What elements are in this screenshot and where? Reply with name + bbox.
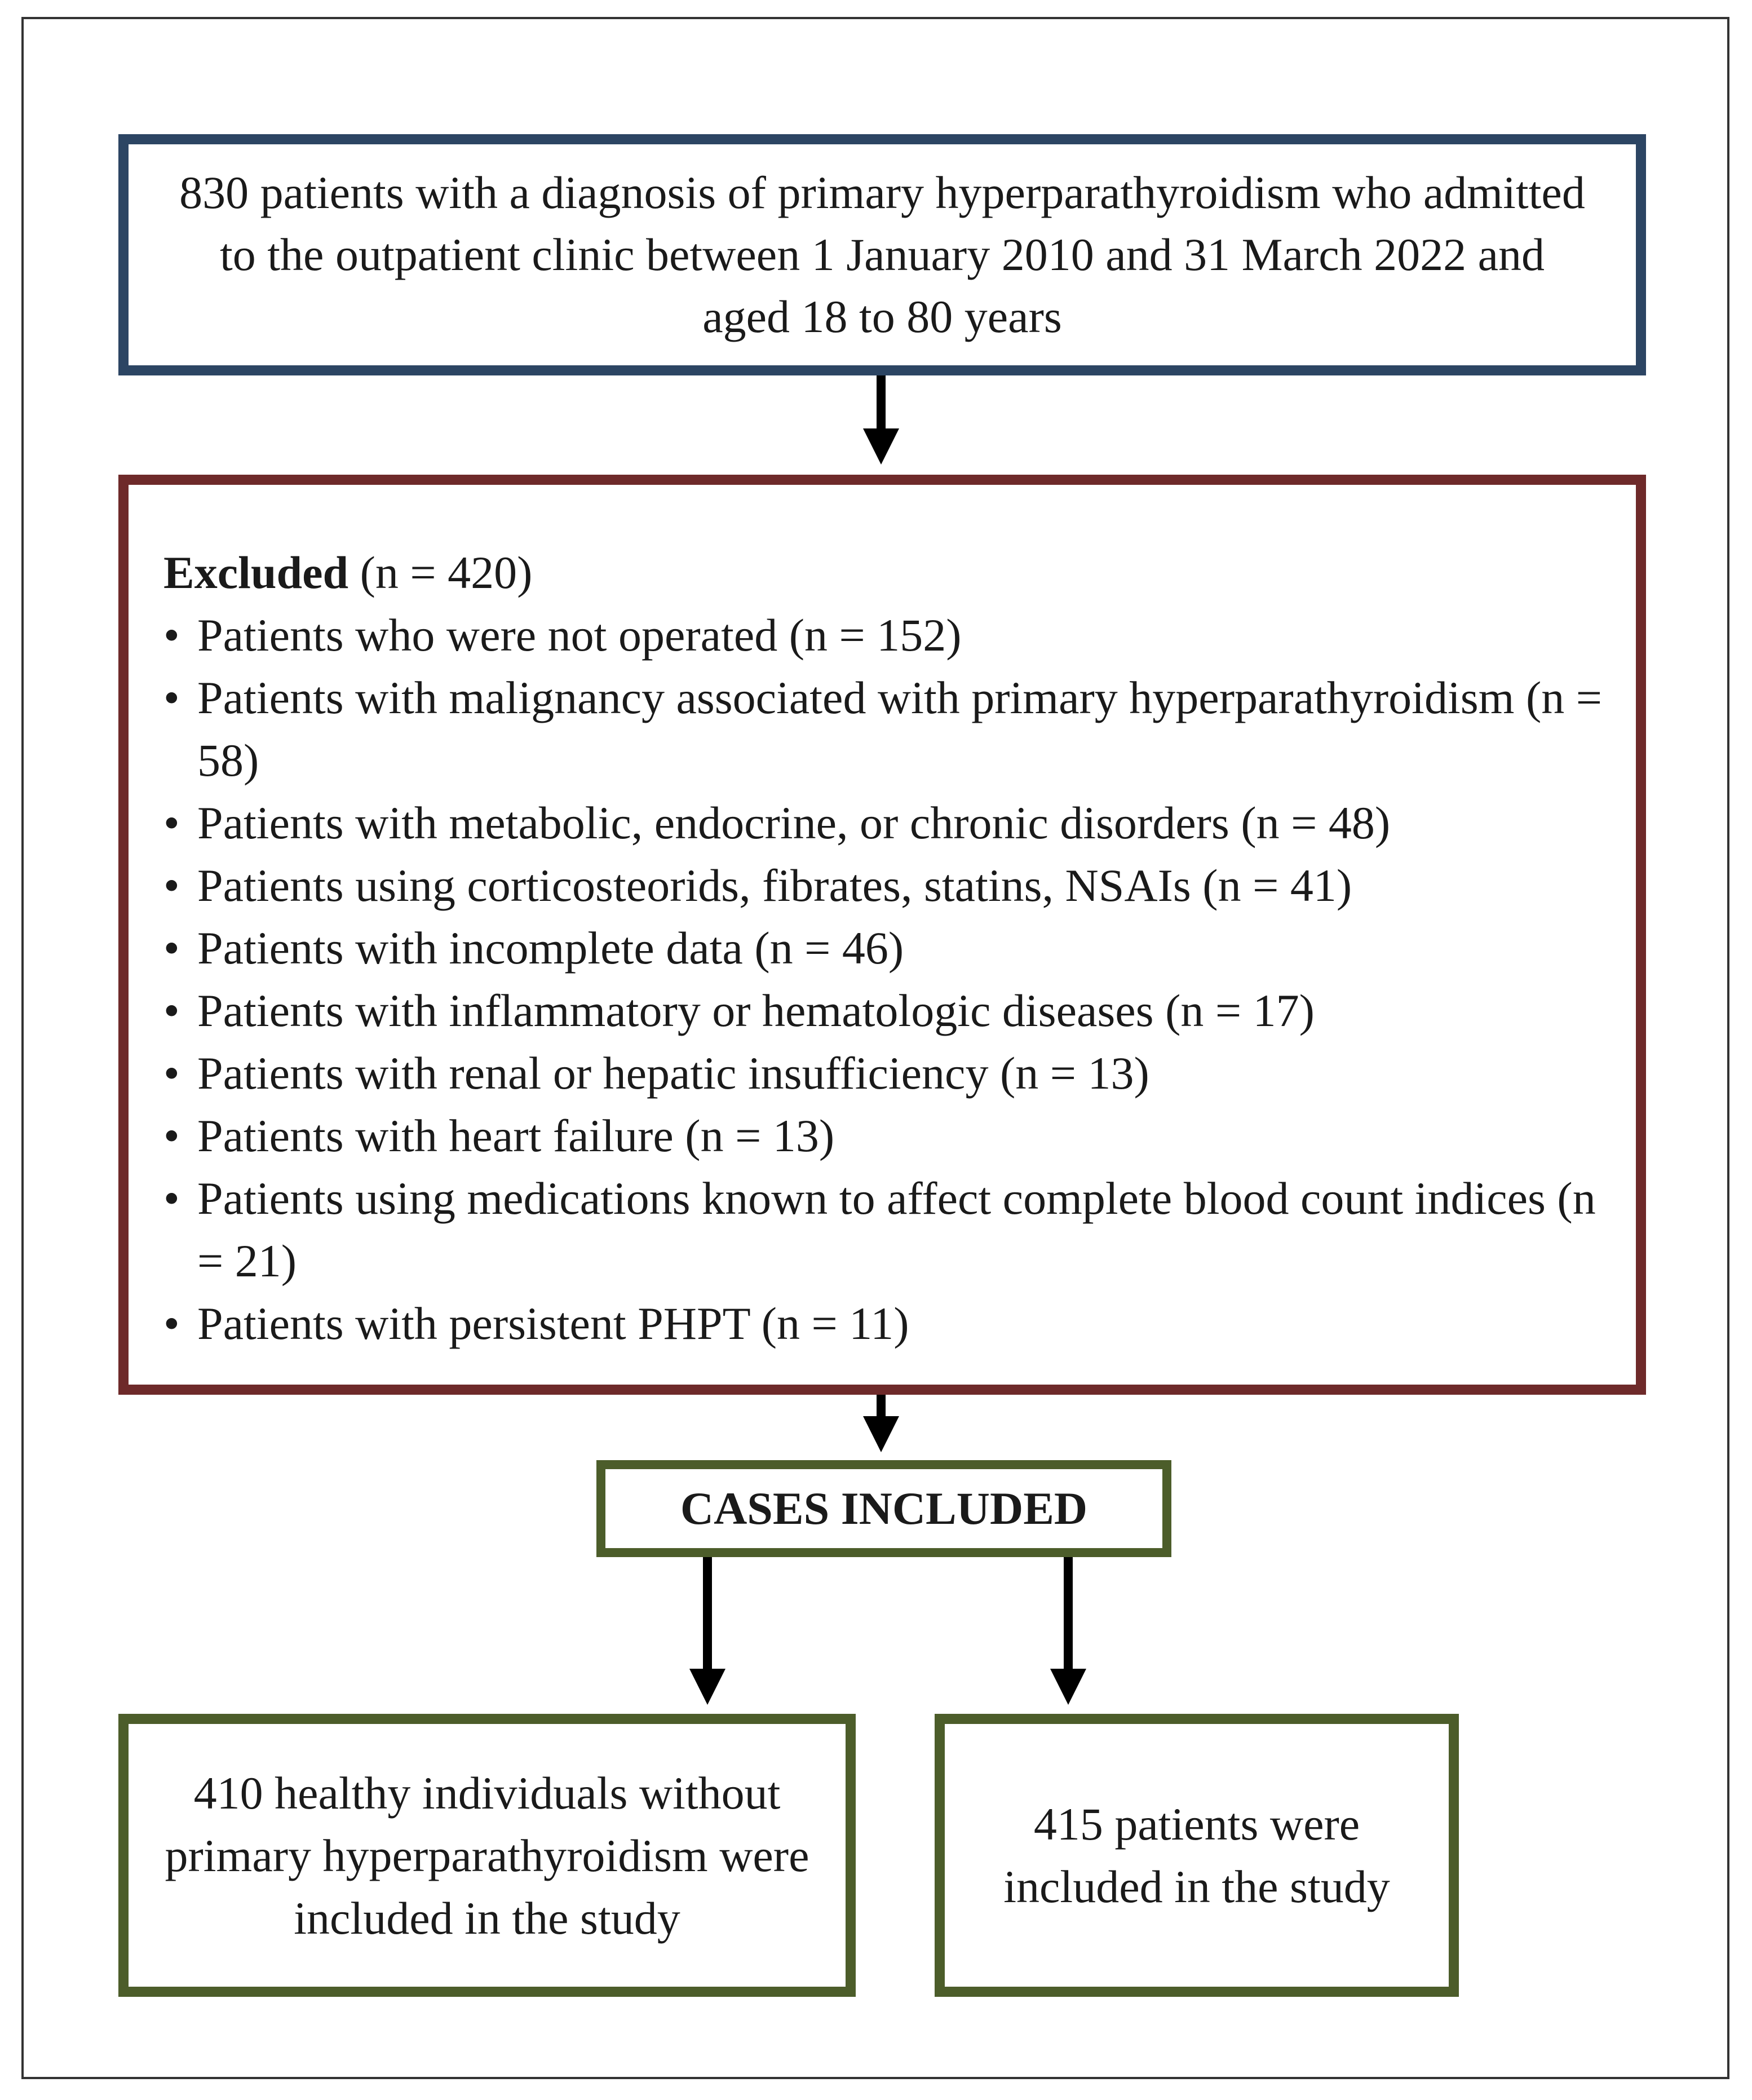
excluded-item-text: Patients with persistent PHPT (n = 11) (197, 1298, 909, 1349)
healthy-controls-text: 410 healthy individuals without primary hyperparathyroidism were included in the study (165, 1767, 809, 1944)
bullet-icon: • (163, 922, 180, 974)
excluded-heading-count: (n = 420) (348, 547, 533, 598)
bullet-icon: • (163, 985, 180, 1036)
excluded-item-text: Patients using medications known to affect complete blood count indices (n = 21) (197, 1173, 1596, 1286)
enrollment-text: 830 patients with a diagnosis of primary hyperparathyroidism who admitted to the outpatient clinic between 1 January 2010 and 31 March 2022 and aged 18 to 80 years (179, 167, 1585, 342)
excluded-item-text: Patients with malignancy associated with primary hyperparathyroidism (n = 58) (197, 672, 1602, 786)
bullet-icon: • (163, 860, 180, 911)
bullet-icon: • (163, 797, 180, 848)
excluded-item-text: Patients with heart failure (n = 13) (197, 1110, 835, 1161)
excluded-item-text: Patients with metabolic, endocrine, or chronic disorders (n = 48) (197, 797, 1391, 848)
bullet-icon: • (163, 672, 180, 723)
excluded-heading (163, 541, 1602, 604)
cases-included-label: CASES INCLUDED (680, 1483, 1088, 1534)
excluded-item (163, 1167, 1602, 1292)
excluded-item (163, 792, 1602, 854)
excluded-list (163, 604, 1602, 1355)
excluded-item (163, 1104, 1602, 1167)
bullet-icon: • (163, 1173, 180, 1224)
excluded-item (163, 666, 1602, 792)
excluded-item-text: Patients with incomplete data (n = 46) (197, 922, 904, 974)
bullet-icon: • (163, 1110, 180, 1161)
healthy-controls-box (118, 1714, 856, 1997)
cases-included-box (596, 1460, 1171, 1557)
excluded-item-text: Patients who were not operated (n = 152) (197, 609, 962, 661)
excluded-item (163, 979, 1602, 1042)
enrollment-box (118, 134, 1646, 375)
bullet-icon: • (163, 1298, 180, 1349)
excluded-item-text: Patients with inflammatory or hematologic diseases (n = 17) (197, 985, 1315, 1036)
bullet-icon: • (163, 1047, 180, 1099)
excluded-item (163, 917, 1602, 979)
patients-included-text: 415 patients were included in the study (1003, 1798, 1390, 1912)
excluded-item (163, 1042, 1602, 1104)
excluded-item-text: Patients with renal or hepatic insufficiency (n = 13) (197, 1047, 1149, 1099)
excluded-box (118, 475, 1646, 1395)
bullet-icon: • (163, 609, 180, 661)
excluded-item (163, 1292, 1602, 1355)
excluded-item (163, 604, 1602, 666)
excluded-heading-label: Excluded (163, 547, 349, 598)
excluded-item (163, 854, 1602, 917)
patients-included-box (935, 1714, 1459, 1997)
excluded-item-text: Patients using corticosteorids, fibrates, statins, NSAIs (n = 41) (197, 860, 1352, 911)
